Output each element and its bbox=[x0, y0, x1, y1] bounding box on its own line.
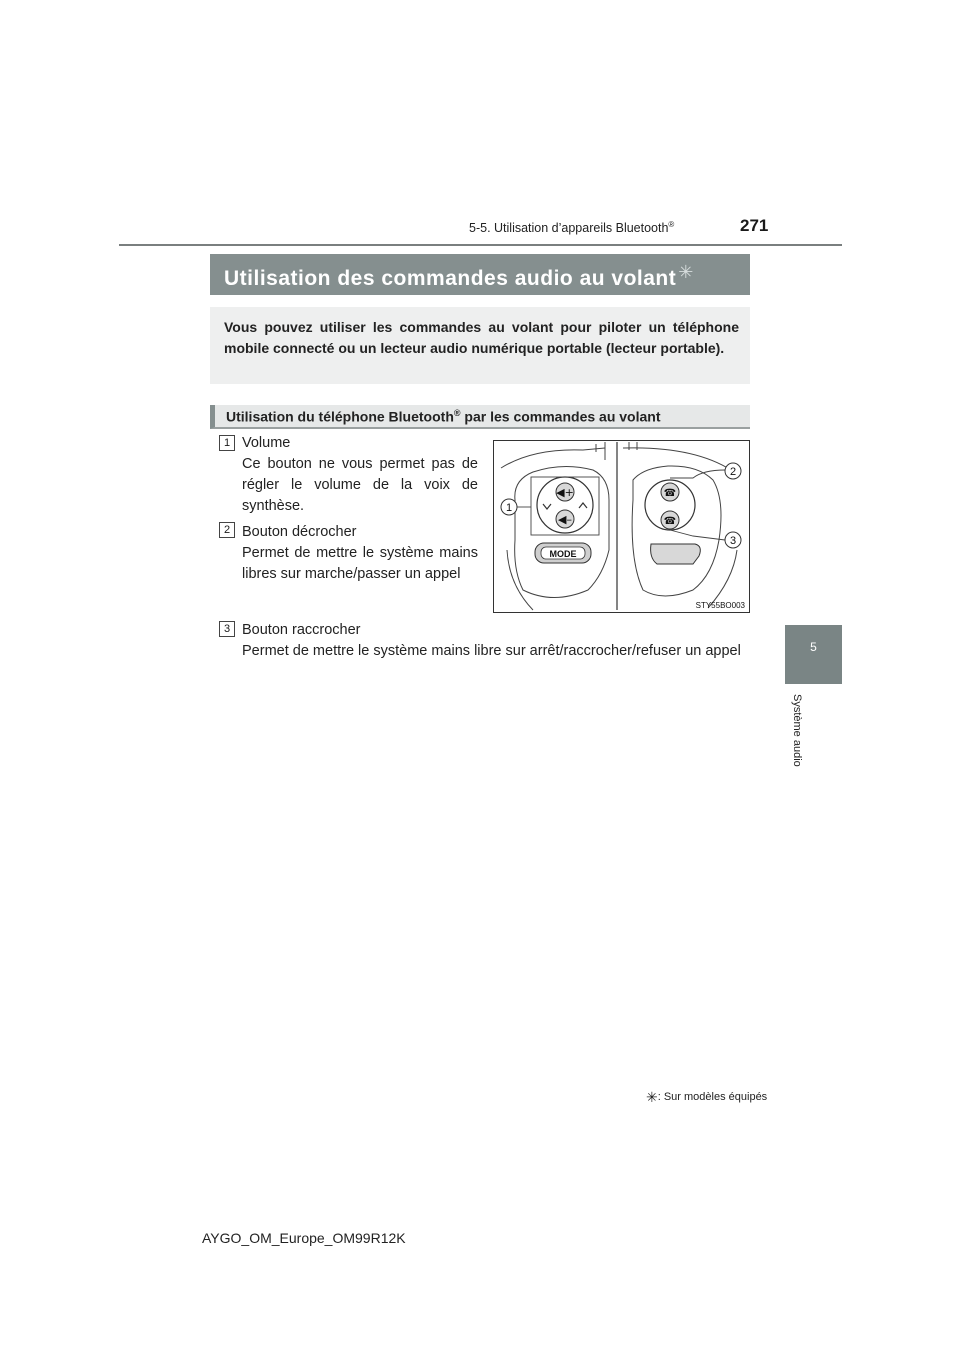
page-number: 271 bbox=[740, 216, 769, 235]
svg-text:☎: ☎ bbox=[663, 516, 677, 527]
svg-text:3: 3 bbox=[729, 535, 737, 547]
item-hangup bbox=[242, 620, 745, 662]
item-title: Volume bbox=[242, 435, 291, 451]
item-title: Bouton raccrocher bbox=[242, 622, 361, 638]
svg-text:1: 1 bbox=[505, 502, 513, 514]
section-title: 5-5. Utilisation d’appareils Bluetooth® bbox=[469, 220, 675, 236]
page-title: Utilisation des commandes audio au volant ✳ bbox=[210, 254, 750, 295]
asterisk-icon: ✳ bbox=[646, 1089, 658, 1105]
item-answer bbox=[242, 522, 478, 585]
item-description: Permet de mettre le système mains libre sur arrêt/raccrocher/refuser un appel bbox=[242, 643, 741, 659]
item-volume bbox=[242, 433, 478, 517]
intro-box: Vous pouvez utiliser les commandes au volant pour piloter un téléphone mobile connecté ou un lecteur audio numérique portable (lecteur portable). bbox=[210, 307, 750, 384]
document-id: AYGO_OM_Europe_OM99R12K bbox=[202, 1230, 406, 1246]
svg-text:2: 2 bbox=[729, 466, 737, 478]
svg-text:◀+: ◀+ bbox=[556, 486, 574, 499]
svg-text:◀–: ◀– bbox=[558, 513, 572, 526]
header-divider bbox=[119, 244, 842, 246]
svg-text:MODE: MODE bbox=[549, 549, 577, 559]
item-description: Permet de mettre le système mains libres sur marche/passer un appel bbox=[242, 545, 478, 582]
steering-switch-illustration bbox=[493, 440, 750, 613]
footnote: ✳: Sur modèles équipés bbox=[646, 1089, 768, 1105]
subsection-title: Utilisation du téléphone Bluetooth® par les commandes au volant bbox=[210, 405, 750, 429]
chapter-tab-number: 5 bbox=[810, 640, 817, 654]
svg-text:STY55BO003: STY55BO003 bbox=[695, 601, 745, 610]
item-number-3: 3 bbox=[219, 621, 235, 637]
item-number-2: 2 bbox=[219, 522, 235, 538]
asterisk-icon: ✳ bbox=[678, 262, 694, 282]
item-description: Ce bouton ne vous permet pas de régler le volume de la voix de synthèse. bbox=[242, 456, 478, 514]
chapter-tab bbox=[785, 625, 842, 684]
item-title: Bouton décrocher bbox=[242, 524, 357, 540]
chapter-tab-label: Système audio bbox=[791, 694, 803, 767]
item-number-1: 1 bbox=[219, 435, 235, 451]
svg-text:☎: ☎ bbox=[663, 488, 677, 499]
